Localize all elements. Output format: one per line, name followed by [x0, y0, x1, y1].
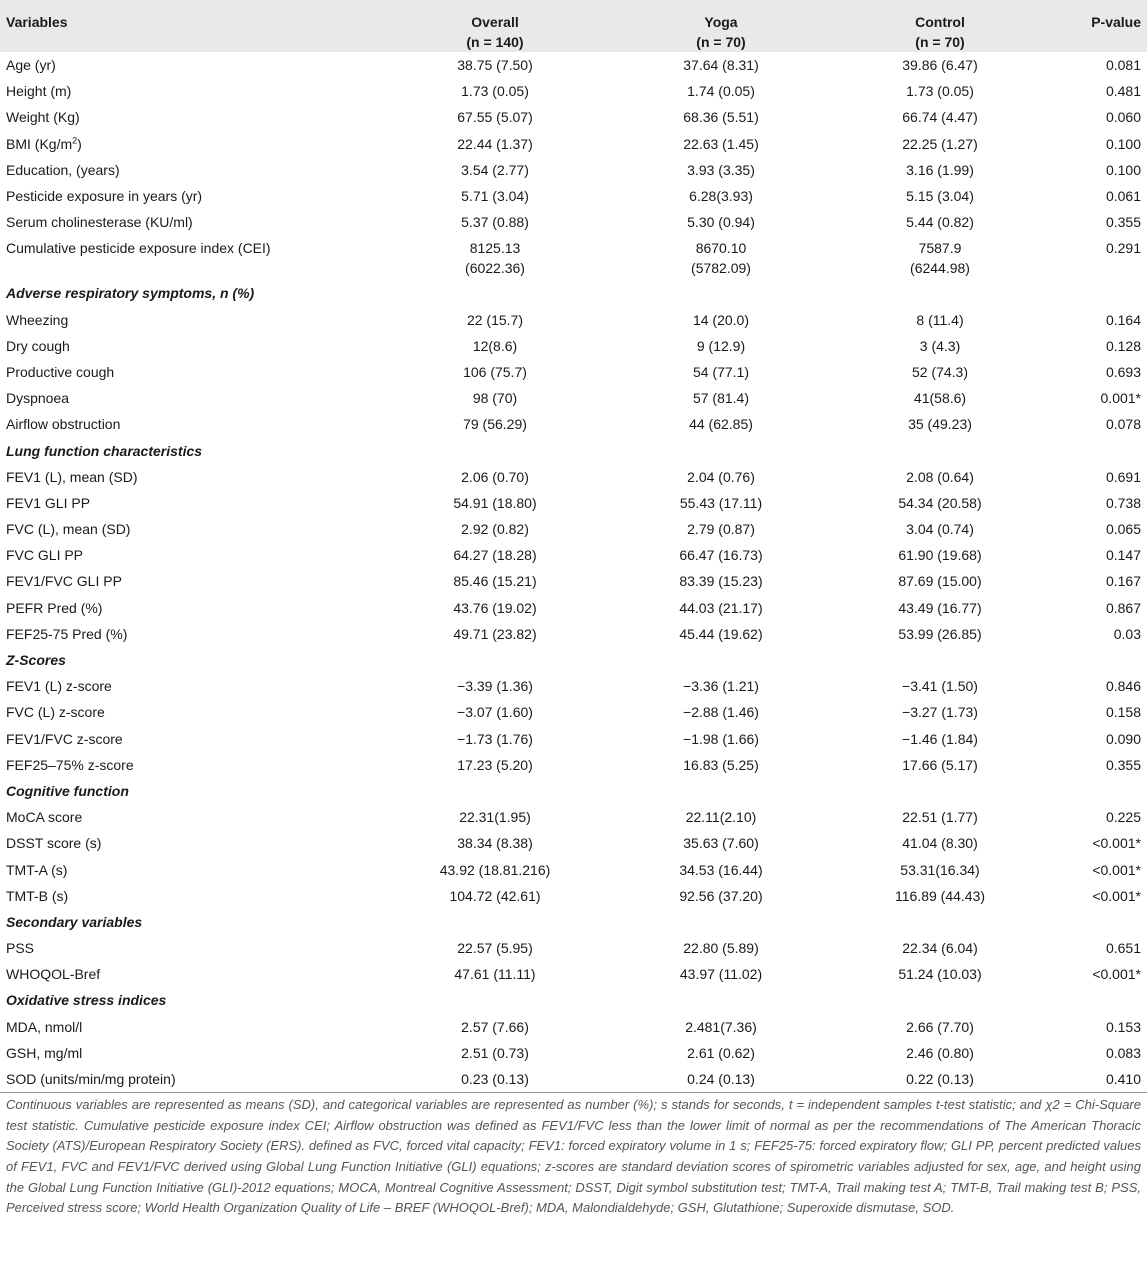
table-row — [0, 804, 1147, 830]
cell-overall: 43.76 (19.02) — [453, 599, 537, 616]
cell-pvalue: <0.001* — [1092, 835, 1141, 852]
cell-control: 2.46 (0.80) — [906, 1044, 974, 1061]
cell-overall-sd: (6022.36) — [465, 260, 525, 277]
cell-control: 52 (74.3) — [911, 363, 969, 380]
cell-pvalue: 0.061 — [1105, 188, 1141, 205]
cell-pvalue: 0.081 — [1105, 57, 1141, 74]
cell-control: 22.51 (1.77) — [902, 809, 978, 826]
header-variables: Variables — [6, 14, 68, 30]
cell-overall: −3.39 (1.36) — [457, 678, 533, 695]
table-row — [0, 464, 1147, 490]
row-label: TMT-A (s) — [6, 861, 68, 878]
cell-yoga: 44.03 (21.17) — [679, 599, 763, 616]
table-row — [0, 752, 1147, 778]
cell-control: 0.22 (0.13) — [827, 1066, 1053, 1093]
header-control-label: Control — [915, 14, 965, 30]
row-label — [0, 131, 375, 157]
cell-pvalue: 0.083 — [1105, 1044, 1141, 1061]
table-footnote: Continuous variables are represented as means (SD), and categorical variables are represented as number (%); s stands for seconds, t = independent samples t-test statistic; and χ2 = Chi-Square test statistic. Cumulative pesticide exposure index CEI; Airflow obstruction was defined as FEV1/FVC less than the lower limit of normal as per the recommendations of The American Thoracic Society (ATS)/European Respiratory Society (ERS). defined as FVC, forced vital capacity; FEV1: forced expiratory volume in 1 s; FEF25-75: forced expiratory flow; GLI PP, percent predicted values of FEV1, FVC and FEV1/FVC derived using Global Lung Function Initiative (GLI) equations; z-scores are standard deviation scores of spirometric variables adjusted for sex, age, and height using the Global Lung Function Initiative (GLI)-2012 equations; MOCA, Montreal Cognitive Assessment; DSST, Digit symbol substitution test; TMT-A, Trail making test A; TMT-B, Trail making test B; PSS, Perceived stress score; World Health Organization Quality of Life – BREF (WHOQOL-Bref); MDA, Malondialdehyde; GSH, Glutathione; Superoxide dismutase, SOD. — [6, 1097, 1141, 1216]
cell-yoga: −1.98 (1.66) — [683, 730, 759, 747]
cell-overall: 2.57 (7.66) — [461, 1018, 529, 1035]
row-label-text: BMI (Kg/m — [6, 135, 73, 152]
cell-yoga: 5.30 (0.94) — [687, 214, 755, 231]
table-row — [0, 1040, 1147, 1066]
cell-yoga: 9 (12.9) — [696, 337, 746, 354]
cell-yoga: 66.47 (16.73) — [679, 547, 763, 564]
row-label: GSH, mg/ml — [6, 1044, 83, 1061]
table-row — [0, 52, 1147, 78]
cell-control: 5.15 (3.04) — [906, 188, 974, 205]
cell-yoga: 14 (20.0) — [692, 311, 750, 328]
cell-control: 116.89 (44.43) — [894, 887, 986, 904]
cell-overall: −1.73 (1.76) — [457, 730, 533, 747]
cell-yoga: 2.481(7.36) — [685, 1018, 757, 1035]
cell-pvalue: 0.128 — [1105, 337, 1141, 354]
table-row — [0, 673, 1147, 699]
cell-control: 3.16 (1.99) — [906, 161, 974, 178]
cell-pvalue: 0.147 — [1105, 547, 1141, 564]
table-row — [0, 1014, 1147, 1040]
cell-pvalue: <0.001* — [1092, 887, 1141, 904]
section-header-row — [0, 909, 1147, 935]
cell-overall: 64.27 (18.28) — [453, 547, 537, 564]
table-row — [0, 131, 1147, 157]
cell-yoga: 57 (81.4) — [692, 390, 750, 407]
header-yoga-label: Yoga — [704, 14, 738, 30]
header-pvalue: P-value — [1091, 14, 1141, 30]
row-label: MDA, nmol/l — [6, 1018, 83, 1035]
cell-overall: 106 (75.7) — [463, 363, 527, 380]
cell-overall: 22.31(1.95) — [459, 809, 531, 826]
header-yoga — [615, 0, 827, 52]
cell-control: −3.41 (1.50) — [902, 678, 978, 695]
cell-pvalue: 0.410 — [1053, 1066, 1147, 1093]
row-label: Height (m) — [6, 83, 72, 100]
header-control — [827, 0, 1053, 52]
table-row — [0, 1066, 1147, 1093]
cell-control: 66.74 (4.47) — [902, 109, 978, 126]
cell-overall: 54.91 (18.80) — [453, 494, 537, 511]
row-label: FEV1/FVC GLI PP — [6, 573, 122, 590]
cell-pvalue: 0.065 — [1105, 521, 1141, 538]
cell-control: 3.04 (0.74) — [906, 521, 974, 538]
cell-pvalue: 0.355 — [1105, 756, 1141, 773]
cell-control: 51.24 (10.03) — [898, 966, 982, 983]
cell-control: 41.04 (8.30) — [902, 835, 978, 852]
row-label: Cumulative pesticide exposure index (CEI) — [6, 240, 271, 257]
table-body — [0, 52, 1147, 1093]
row-label: FEF25–75% z-score — [6, 756, 134, 773]
cell-yoga-value: 8670.10 — [695, 240, 747, 257]
cell-pvalue: 0.100 — [1105, 161, 1141, 178]
cell-overall: 2.06 (0.70) — [461, 468, 529, 485]
cell-control: 2.08 (0.64) — [906, 468, 974, 485]
cell-yoga: 45.44 (19.62) — [679, 625, 763, 642]
cell-yoga: 35.63 (7.60) — [683, 835, 759, 852]
cell-overall: 43.92 (18.81.216) — [439, 861, 551, 878]
cell-pvalue: 0.225 — [1105, 809, 1141, 826]
cell-control: 35 (49.23) — [908, 416, 972, 433]
table-row — [0, 621, 1147, 647]
section-label: Cognitive function — [6, 782, 129, 799]
row-label: Weight (Kg) — [6, 109, 80, 126]
cell-yoga: 2.04 (0.76) — [687, 468, 755, 485]
cell-overall — [375, 235, 615, 280]
cell-yoga: −2.88 (1.46) — [683, 704, 759, 721]
cell-control: 3 (4.3) — [919, 337, 961, 354]
cell-control: 87.69 (15.00) — [898, 573, 982, 590]
cell-pvalue: 0.867 — [1105, 599, 1141, 616]
cell-overall: 67.55 (5.07) — [457, 109, 533, 126]
table-row — [0, 385, 1147, 411]
cell-pvalue: 0.060 — [1105, 109, 1141, 126]
row-label: Dry cough — [6, 337, 70, 354]
cell-pvalue: 0.291 — [1105, 240, 1141, 257]
table-row — [0, 595, 1147, 621]
cell-control: 2.66 (7.70) — [906, 1018, 974, 1035]
table-header — [0, 0, 1147, 52]
cell-pvalue: 0.078 — [1105, 416, 1141, 433]
row-label: FEF25-75 Pred (%) — [6, 625, 128, 642]
row-label: Serum cholinesterase (KU/ml) — [6, 214, 193, 231]
row-label: Productive cough — [6, 363, 115, 380]
cell-yoga: 55.43 (17.11) — [679, 494, 763, 511]
cell-overall: 22.44 (1.37) — [457, 135, 533, 152]
section-header-row — [0, 437, 1147, 463]
cell-control: 17.66 (5.17) — [902, 756, 978, 773]
section-label: Adverse respiratory symptoms, n (%) — [6, 285, 255, 302]
table-row — [0, 183, 1147, 209]
cell-control: 54.34 (20.58) — [898, 494, 982, 511]
cell-overall: 49.71 (23.82) — [453, 625, 537, 642]
row-label: WHOQOL-Bref — [6, 966, 101, 983]
row-label: FVC (L), mean (SD) — [6, 521, 131, 538]
section-header-row — [0, 280, 1147, 306]
cell-overall: 17.23 (5.20) — [457, 756, 533, 773]
table-row — [0, 359, 1147, 385]
cell-yoga: 3.93 (3.35) — [687, 161, 755, 178]
section-label: Oxidative stress indices — [6, 992, 167, 1009]
section-label: Secondary variables — [6, 913, 143, 930]
cell-pvalue: 0.738 — [1105, 494, 1141, 511]
cell-overall: 3.54 (2.77) — [461, 161, 529, 178]
cell-control: 39.86 (6.47) — [902, 57, 978, 74]
row-label: FVC GLI PP — [6, 547, 84, 564]
cell-control: 8 (11.4) — [916, 311, 964, 328]
cell-yoga: 22.80 (5.89) — [683, 940, 759, 957]
table-row — [0, 830, 1147, 856]
row-label: Age (yr) — [6, 57, 56, 74]
table-row — [0, 726, 1147, 752]
cell-overall: 104.72 (42.61) — [449, 887, 541, 904]
table-row — [0, 568, 1147, 594]
cell-yoga: 2.61 (0.62) — [687, 1044, 755, 1061]
header-row — [0, 0, 1147, 52]
cell-yoga-sd: (5782.09) — [691, 260, 751, 277]
row-label: DSST score (s) — [6, 835, 102, 852]
cell-yoga: 54 (77.1) — [692, 363, 750, 380]
cell-pvalue: 0.846 — [1105, 678, 1141, 695]
cell-overall: 2.92 (0.82) — [461, 521, 529, 538]
table-row — [0, 307, 1147, 333]
table-row — [0, 209, 1147, 235]
cell-overall: 12(8.6) — [472, 337, 518, 354]
section-label: Z-Scores — [6, 652, 66, 669]
row-label: FVC (L) z-score — [6, 704, 105, 721]
cell-overall: 22 (15.7) — [466, 311, 524, 328]
cell-pvalue: 0.167 — [1105, 573, 1141, 590]
cell-pvalue: 0.153 — [1105, 1018, 1141, 1035]
cell-pvalue: 0.651 — [1105, 940, 1141, 957]
cell-control: −3.27 (1.73) — [902, 704, 978, 721]
row-label: MoCA score — [6, 809, 83, 826]
table-row — [0, 883, 1147, 909]
header-yoga-n: (n = 70) — [696, 34, 746, 50]
cell-yoga: 92.56 (37.20) — [679, 887, 763, 904]
cell-yoga: 37.64 (8.31) — [683, 57, 759, 74]
row-label-suffix: ) — [77, 135, 82, 152]
row-label: PSS — [6, 940, 35, 957]
cell-overall: −3.07 (1.60) — [457, 704, 533, 721]
table-row — [0, 157, 1147, 183]
table-row — [0, 935, 1147, 961]
cell-overall: 38.34 (8.38) — [457, 835, 533, 852]
cell-overall: 98 (70) — [472, 390, 518, 407]
row-label: FEV1 (L) z-score — [6, 678, 112, 695]
cell-overall: 1.73 (0.05) — [461, 83, 529, 100]
cell-yoga: 2.79 (0.87) — [687, 521, 755, 538]
cell-pvalue: 0.691 — [1105, 468, 1141, 485]
cell-control: 53.31(16.34) — [900, 861, 980, 878]
cell-control: −1.46 (1.84) — [902, 730, 978, 747]
cell-pvalue: 0.090 — [1105, 730, 1141, 747]
header-control-n: (n = 70) — [915, 34, 965, 50]
row-label: Wheezing — [6, 311, 69, 328]
cell-overall-value: 8125.13 — [469, 240, 521, 257]
row-label: Airflow obstruction — [6, 416, 121, 433]
row-label: SOD (units/min/mg protein) — [0, 1066, 375, 1093]
cell-yoga: 6.28(3.93) — [689, 188, 753, 205]
cell-yoga: 22.11(2.10) — [685, 809, 757, 826]
section-header-row — [0, 987, 1147, 1013]
table-row — [0, 961, 1147, 987]
cell-yoga: 68.36 (5.51) — [683, 109, 759, 126]
row-label: Education, (years) — [6, 161, 120, 178]
cell-overall: 85.46 (15.21) — [453, 573, 537, 590]
cell-pvalue: 0.03 — [1113, 625, 1141, 642]
cell-overall: 2.51 (0.73) — [461, 1044, 529, 1061]
cell-control: 5.44 (0.82) — [906, 214, 974, 231]
table-row — [0, 333, 1147, 359]
cell-pvalue: 0.158 — [1105, 704, 1141, 721]
row-label: FEV1 GLI PP — [6, 494, 91, 511]
table-row — [0, 856, 1147, 882]
cell-yoga: 44 (62.85) — [689, 416, 753, 433]
row-label: Pesticide exposure in years (yr) — [6, 188, 203, 205]
cell-control: 53.99 (26.85) — [898, 625, 982, 642]
cell-pvalue: 0.693 — [1105, 363, 1141, 380]
table-row — [0, 699, 1147, 725]
cell-control: 1.73 (0.05) — [906, 83, 974, 100]
cell-pvalue: <0.001* — [1092, 861, 1141, 878]
section-label: Lung function characteristics — [6, 442, 203, 459]
section-header-row — [0, 778, 1147, 804]
cell-overall: 79 (56.29) — [463, 416, 527, 433]
cell-overall: 47.61 (11.11) — [454, 966, 536, 983]
row-label: Dyspnoea — [6, 390, 70, 407]
table-row — [0, 104, 1147, 130]
table-row — [0, 516, 1147, 542]
cell-yoga: 0.24 (0.13) — [615, 1066, 827, 1093]
table-row — [0, 78, 1147, 104]
cell-yoga: 22.63 (1.45) — [683, 135, 759, 152]
header-overall — [375, 0, 615, 52]
cell-overall: 0.23 (0.13) — [375, 1066, 615, 1093]
row-label: FEV1 (L), mean (SD) — [6, 468, 138, 485]
table-row — [0, 235, 1147, 280]
section-header-row — [0, 647, 1147, 673]
row-label: PEFR Pred (%) — [6, 599, 103, 616]
header-overall-n: (n = 140) — [466, 34, 524, 50]
cell-overall: 5.71 (3.04) — [461, 188, 529, 205]
cell-pvalue: 0.001* — [1100, 390, 1141, 407]
row-label-superscript: 2 — [72, 135, 78, 145]
cell-control: 43.49 (16.77) — [898, 599, 982, 616]
cell-overall: 38.75 (7.50) — [457, 57, 533, 74]
cell-yoga: 16.83 (5.25) — [683, 756, 759, 773]
cell-control: 61.90 (19.68) — [898, 547, 982, 564]
table-row — [0, 490, 1147, 516]
cell-overall: 22.57 (5.95) — [457, 940, 533, 957]
cell-yoga: 1.74 (0.05) — [687, 83, 755, 100]
header-overall-label: Overall — [471, 14, 519, 30]
table-row — [0, 411, 1147, 437]
cell-control-value: 7587.9 — [918, 240, 962, 257]
row-label: TMT-B (s) — [6, 887, 69, 904]
cell-yoga: 43.97 (11.02) — [679, 966, 763, 983]
cell-pvalue: 0.355 — [1105, 214, 1141, 231]
cell-pvalue: 0.481 — [1105, 83, 1141, 100]
cell-yoga — [615, 235, 827, 280]
cell-control: 41(58.6) — [913, 390, 967, 407]
cell-overall: 5.37 (0.88) — [461, 214, 529, 231]
cell-yoga: 34.53 (16.44) — [679, 861, 763, 878]
row-label: FEV1/FVC z-score — [6, 730, 123, 747]
cell-yoga: −3.36 (1.21) — [683, 678, 759, 695]
table-row — [0, 542, 1147, 568]
cell-pvalue: 0.164 — [1105, 311, 1141, 328]
cell-control: 22.34 (6.04) — [902, 940, 978, 957]
cell-pvalue: <0.001* — [1092, 966, 1141, 983]
cell-control-sd: (6244.98) — [910, 260, 970, 277]
cell-control: 22.25 (1.27) — [902, 135, 978, 152]
cell-pvalue: 0.100 — [1105, 135, 1141, 152]
cell-control — [827, 235, 1053, 280]
cell-yoga: 83.39 (15.23) — [679, 573, 763, 590]
